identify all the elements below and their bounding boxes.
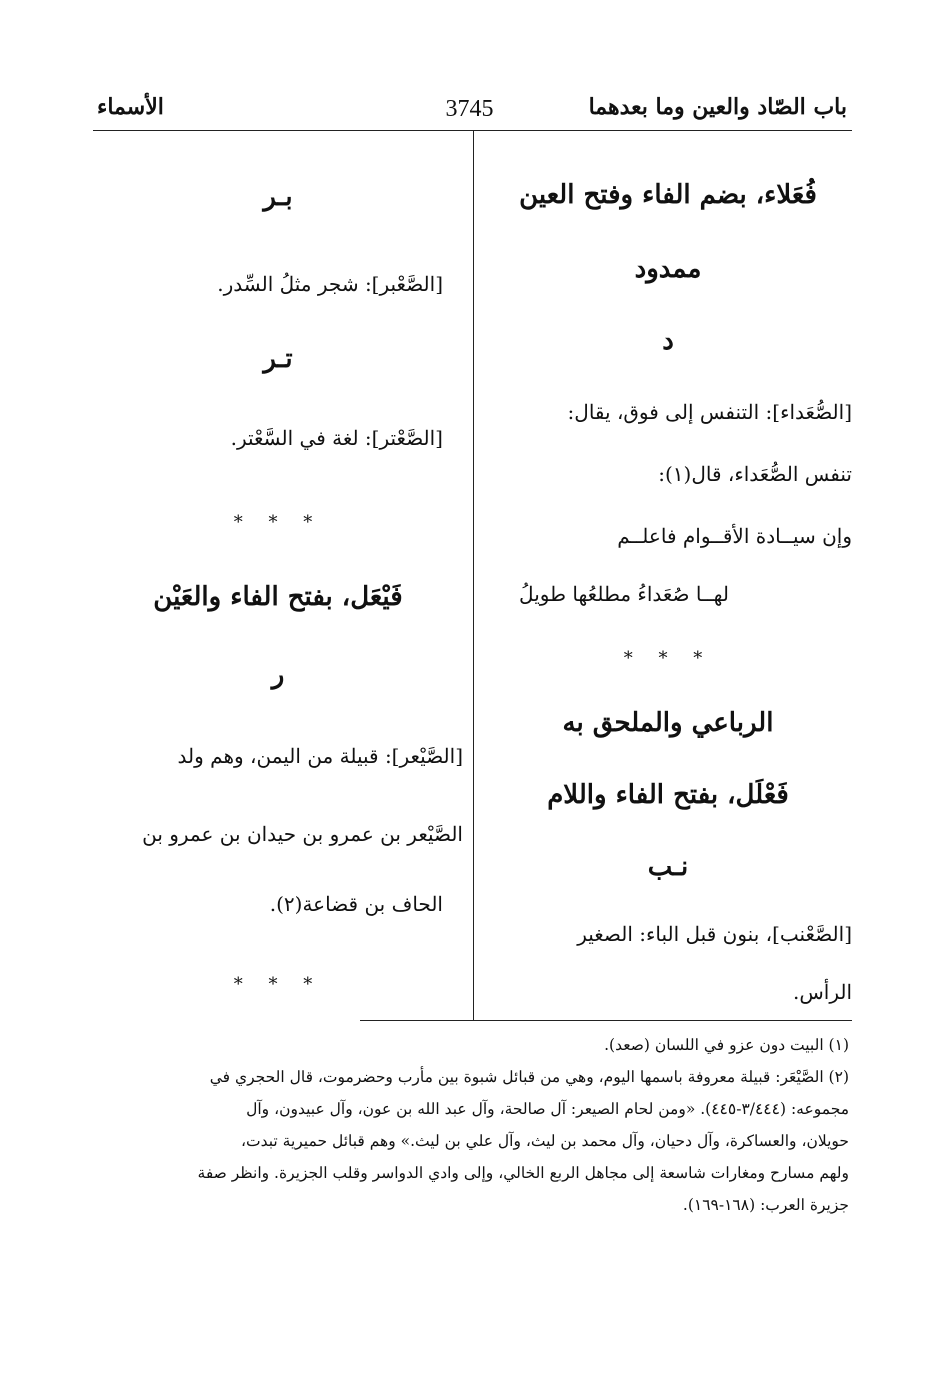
left-entry1: [الصَّعْبر]: شجر مثلُ السِّدر. (217, 272, 443, 296)
right-heading-falal: فَعْلَل، بفتح الفاء واللام (547, 780, 789, 810)
left-entry3-line1: [الصَّيْعر]: قبيلة من اليمن، وهم ولد (177, 744, 463, 768)
right-heading-rubai: الرباعي والملحق به (562, 708, 774, 738)
running-header-section: الأسماء (97, 94, 164, 120)
right-entry1-line2: تنفس الصُّعَداء، قال(١): (658, 462, 852, 486)
column-divider (473, 131, 474, 1020)
right-entry2-line2: الرأس. (792, 980, 852, 1004)
right-verse-line1: وإن سيــادة الأقــوام فاعلــم (617, 524, 852, 548)
right-verse-line2: لهــا صُعَداءُ مطلعُها طويلُ (519, 582, 729, 606)
left-entry2: [الصَّعْتر]: لغة في السَّعْتر. (230, 426, 443, 450)
right-entry2-line1: [الصَّعْنب]، بنون قبل الباء: الصغير (577, 922, 852, 946)
left-stars-separator-2: * * * (233, 974, 323, 995)
footnote-2-line1: (٢) الصَّيْعَر: قبيلة معروفة باسمها اليوم، وهي من قبائل شبوة بين مأرب وحضرموت، قال الحجري في (209, 1068, 849, 1086)
left-letter-r: ر (271, 660, 285, 690)
footnote-2-line2: مجموعه: (٣/٤٤٤-٤٤٥). «ومن لحام الصيعر: آل صالحة، وآل عبد الله بن عون، وآل عبيدون، وآل (246, 1100, 849, 1118)
left-stars-separator-1: * * * (233, 512, 323, 533)
left-entry3-line2: الصَّيْعر بن عمرو بن حيدان بن عمرو بن (142, 822, 463, 846)
right-heading-mamdud: ممدود (634, 254, 702, 284)
footnote-2-line4: ولهم مسارح ومغارات شاسعة إلى مجاهل الربع الخالي، وإلى وادي الدواسر وقلب الجزيرة. وانظر صفة (197, 1164, 849, 1182)
right-letter-d: د (662, 326, 674, 356)
footnote-2-line3: حويلان، والعساكرة، وآل دحيان، وآل محمد بن ليث، وآل علي بن ليث.» وهم قبائل حميرية تبدت، (240, 1132, 849, 1150)
left-letter-br: بـر (263, 182, 293, 212)
left-entry3-line3: الحاف بن قضاعة(٢). (269, 892, 443, 916)
footnote-rule (360, 1020, 852, 1021)
running-header-chapter: باب الصّاد والعين وما بعدهما (588, 94, 847, 120)
footnote-2-line5: جزيرة العرب: (١٦٨-١٦٩). (682, 1196, 849, 1214)
left-heading-fayal: فَيْعَل، بفتح الفاء والعَيْن (153, 582, 403, 612)
right-entry1-line1: [الصُّعَداء]: التنفس إلى فوق، يقال: (567, 400, 852, 424)
left-letter-tr: تـر (263, 344, 293, 374)
footnote-1: (١) البيت دون عزو في اللسان (صعد). (604, 1036, 849, 1054)
right-heading-pattern: فُعَلاء، بضم الفاء وفتح العين (519, 180, 817, 210)
page-number: 3745 (445, 96, 494, 122)
right-letter-nb: نـب (647, 852, 689, 882)
right-stars-separator: * * * (623, 648, 713, 669)
